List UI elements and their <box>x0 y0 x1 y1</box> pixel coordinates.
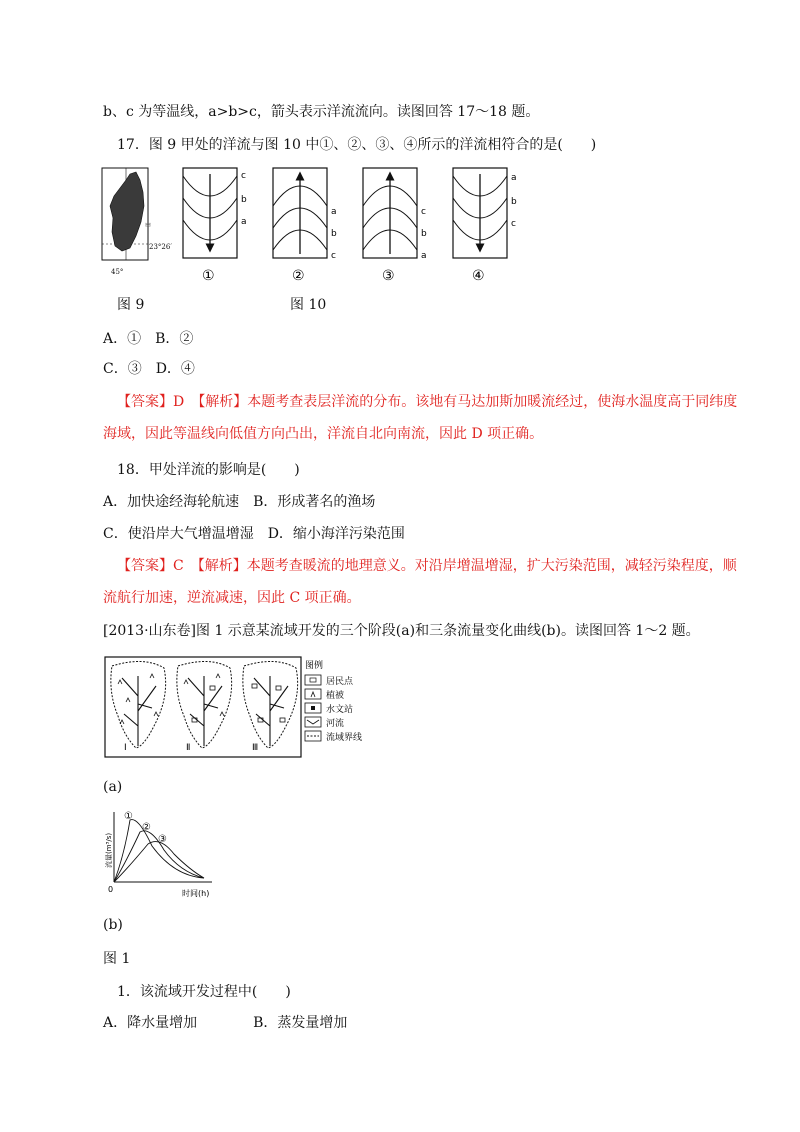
answer-18-line-1: 【答案】C 【解析】本题考查暖流的地理意义。对沿岸增温增湿，扩大污染范围，减轻污染程度，顺 <box>117 558 737 574</box>
basin-stage-3 <box>243 661 298 748</box>
question-18: 18．甲处洋流的影响是( ) <box>117 462 300 478</box>
legend-items <box>305 675 321 741</box>
fig10-p3-label-1: c <box>421 207 426 217</box>
fig10-panel-4-number: ④ <box>472 268 485 284</box>
legend-river: 河流 <box>326 719 345 729</box>
flow-curve-label-2: ② <box>142 822 151 833</box>
fig-b-label: (b) <box>103 917 123 933</box>
fig10-p4-label-1: a <box>511 173 517 183</box>
fig9-longitude: 45° <box>111 268 124 276</box>
fig10-p2-label-3: c <box>331 251 336 261</box>
basin-stages-figure <box>104 656 366 758</box>
fig10-panel-1 <box>183 168 237 258</box>
fig10-panel-3 <box>363 168 417 258</box>
fig10-p2-label-1: a <box>331 207 337 217</box>
fig10-caption: 图 10 <box>290 297 327 313</box>
fig10-p1-label-3: a <box>241 217 247 227</box>
q18-options-cd: C．使沿岸大气增温增湿 D．缩小海洋污染范围 <box>103 526 405 542</box>
fig10-p1-label-1: c <box>241 171 246 181</box>
fig10-panel-1-number: ① <box>202 268 215 284</box>
figure-9-map <box>100 166 152 266</box>
flow-origin-label: 0 <box>108 885 114 894</box>
question-1: 1．该流域开发过程中( ) <box>117 984 291 1000</box>
fig-a-label: (a) <box>103 779 123 795</box>
flow-y-axis-label: 流量(m³/s) <box>105 832 113 868</box>
basin-stage-2 <box>177 661 232 748</box>
intro-2013-shandong: [2013·山东卷]图 1 示意某流域开发的三个阶段(a)和三条流量变化曲线(b)。读图回答 1～2 题。 <box>103 623 700 639</box>
legend-title: 图例 <box>305 661 324 671</box>
basin-stage-label-2: Ⅱ <box>186 743 191 753</box>
text-line-intro: b、c 为等温线，a>b>c，箭头表示洋流流向。读图回答 17～18 题。 <box>103 104 540 120</box>
legend-settlement: 居民点 <box>326 677 354 687</box>
flow-curve-chart <box>104 806 220 900</box>
answer-17-line-2: 海域，因此等温线向低值方向凸出，洋流自北向南流，因此 D 项正确。 <box>103 426 544 442</box>
basin-stage-label-1: Ⅰ <box>124 743 127 753</box>
answer-18-line-2: 流航行加速，逆流减速，因此 C 项正确。 <box>103 590 361 606</box>
fig10-panel-2-number: ② <box>292 268 305 284</box>
fig10-panel-3-number: ③ <box>382 268 395 284</box>
fig10-p4-label-2: b <box>511 197 517 207</box>
figure-10 <box>180 166 540 288</box>
flow-curve-label-3: ③ <box>158 834 167 845</box>
question-17: 17．图 9 甲处的洋流与图 10 中①、②、③、④所示的洋流相符合的是( ) <box>117 137 597 153</box>
legend-vegetation: 植被 <box>326 691 345 701</box>
q1-options-ab: A．降水量增加 B．蒸发量增加 <box>103 1015 348 1031</box>
fig10-p4-label-3: c <box>511 219 516 229</box>
flow-x-axis-label: 时间(h) <box>182 889 210 898</box>
fig10-p3-label-2: b <box>421 229 427 239</box>
basin-stage-1 <box>111 661 166 748</box>
legend-basin-boundary: 流域界线 <box>326 733 363 743</box>
fig9-latitude: 23°26′ <box>149 243 172 251</box>
fig10-panel-4 <box>453 168 507 258</box>
q17-options-ab: A．① B．② <box>103 331 194 347</box>
fig10-p1-label-2: b <box>241 195 247 205</box>
fig9-caption: 图 9 <box>117 297 145 313</box>
fig9-label-jia: 甲 <box>145 223 152 230</box>
legend-hydrostation: 水文站 <box>326 705 354 715</box>
q17-options-cd: C．③ D．④ <box>103 361 195 377</box>
fig1-caption: 图 1 <box>103 951 131 967</box>
fig10-panel-2 <box>273 168 327 258</box>
flow-curve-label-1: ① <box>124 811 133 822</box>
fig10-p3-label-3: a <box>421 251 427 261</box>
basin-stage-label-3: Ⅲ <box>252 743 259 753</box>
fig10-p2-label-2: b <box>331 229 337 239</box>
q18-options-ab: A．加快途经海轮航速 B．形成著名的渔场 <box>103 494 376 510</box>
answer-17-line-1: 【答案】D 【解析】本题考查表层洋流的分布。该地有马达加斯加暖流经过，使海水温度高于同纬度 <box>117 394 738 410</box>
